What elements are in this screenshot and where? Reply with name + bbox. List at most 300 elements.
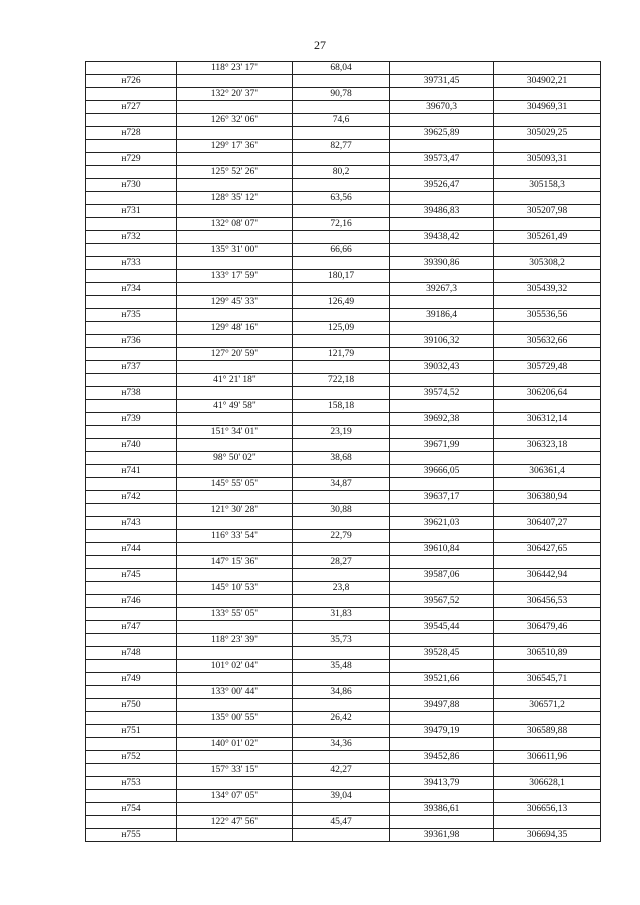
empty-cell — [293, 179, 390, 192]
point-row — [86, 569, 601, 582]
segment-row — [86, 270, 601, 283]
y-coordinate-cell: 305729,48 — [494, 361, 601, 374]
segment-row — [86, 296, 601, 309]
segment-row — [86, 660, 601, 673]
empty-cell — [293, 205, 390, 218]
empty-cell — [390, 62, 494, 75]
point-row — [86, 803, 601, 816]
direction-angle-cell: 129° 45' 33" — [177, 296, 293, 309]
empty-cell — [390, 374, 494, 387]
empty-cell — [177, 361, 293, 374]
empty-cell — [293, 595, 390, 608]
direction-angle-cell: 133° 00' 44" — [177, 686, 293, 699]
point-row — [86, 751, 601, 764]
x-coordinate-cell: 39032,43 — [390, 361, 494, 374]
empty-cell — [494, 270, 601, 283]
empty-cell — [390, 348, 494, 361]
empty-cell — [177, 465, 293, 478]
direction-angle-cell: 101° 02' 04" — [177, 660, 293, 673]
empty-cell — [177, 439, 293, 452]
point-row — [86, 647, 601, 660]
empty-cell — [494, 504, 601, 517]
y-coordinate-cell: 306656,13 — [494, 803, 601, 816]
point-row — [86, 673, 601, 686]
empty-cell — [293, 465, 390, 478]
empty-cell — [86, 556, 177, 569]
point-name-cell: н739 — [86, 413, 177, 426]
empty-cell — [390, 530, 494, 543]
empty-cell — [390, 114, 494, 127]
direction-angle-cell: 135° 00' 55" — [177, 712, 293, 725]
point-name-cell: н745 — [86, 569, 177, 582]
point-row — [86, 777, 601, 790]
empty-cell — [177, 517, 293, 530]
empty-cell — [293, 387, 390, 400]
empty-cell — [177, 387, 293, 400]
empty-cell — [390, 556, 494, 569]
x-coordinate-cell: 39610,84 — [390, 543, 494, 556]
segment-row — [86, 140, 601, 153]
empty-cell — [86, 634, 177, 647]
y-coordinate-cell: 306589,88 — [494, 725, 601, 738]
segment-row — [86, 192, 601, 205]
segment-row — [86, 218, 601, 231]
empty-cell — [293, 569, 390, 582]
direction-angle-cell: 127° 20' 59" — [177, 348, 293, 361]
segment-row — [86, 452, 601, 465]
x-coordinate-cell: 39479,19 — [390, 725, 494, 738]
empty-cell — [177, 543, 293, 556]
point-name-cell: н741 — [86, 465, 177, 478]
empty-cell — [390, 478, 494, 491]
empty-cell — [390, 686, 494, 699]
direction-angle-cell: 126° 32' 06" — [177, 114, 293, 127]
direction-angle-cell: 116° 33' 54" — [177, 530, 293, 543]
distance-cell: 126,49 — [293, 296, 390, 309]
direction-angle-cell: 147° 15' 36" — [177, 556, 293, 569]
direction-angle-cell: 121° 30' 28" — [177, 504, 293, 517]
distance-cell: 30,88 — [293, 504, 390, 517]
x-coordinate-cell: 39390,86 — [390, 257, 494, 270]
empty-cell — [177, 413, 293, 426]
y-coordinate-cell: 306323,18 — [494, 439, 601, 452]
empty-cell — [390, 88, 494, 101]
empty-cell — [177, 699, 293, 712]
direction-angle-cell: 145° 10' 53" — [177, 582, 293, 595]
x-coordinate-cell: 39621,03 — [390, 517, 494, 530]
empty-cell — [494, 400, 601, 413]
empty-cell — [86, 504, 177, 517]
empty-cell — [293, 127, 390, 140]
empty-cell — [293, 309, 390, 322]
empty-cell — [293, 361, 390, 374]
empty-cell — [86, 712, 177, 725]
direction-angle-cell: 122° 47' 56" — [177, 816, 293, 829]
distance-cell: 90,78 — [293, 88, 390, 101]
empty-cell — [494, 608, 601, 621]
empty-cell — [86, 348, 177, 361]
empty-cell — [293, 829, 390, 842]
point-row — [86, 283, 601, 296]
distance-cell: 72,16 — [293, 218, 390, 231]
point-row — [86, 595, 601, 608]
empty-cell — [390, 140, 494, 153]
empty-cell — [390, 634, 494, 647]
empty-cell — [86, 686, 177, 699]
distance-cell: 38,68 — [293, 452, 390, 465]
x-coordinate-cell: 39671,99 — [390, 439, 494, 452]
point-row — [86, 387, 601, 400]
x-coordinate-cell: 39413,79 — [390, 777, 494, 790]
point-row — [86, 465, 601, 478]
direction-angle-cell: 128° 35' 12" — [177, 192, 293, 205]
direction-angle-cell: 125° 52' 26" — [177, 166, 293, 179]
empty-cell — [86, 426, 177, 439]
empty-cell — [293, 517, 390, 530]
empty-cell — [293, 75, 390, 88]
x-coordinate-cell: 39526,47 — [390, 179, 494, 192]
empty-cell — [293, 803, 390, 816]
empty-cell — [177, 153, 293, 166]
direction-angle-cell: 145° 55' 05" — [177, 478, 293, 491]
empty-cell — [177, 127, 293, 140]
point-row — [86, 725, 601, 738]
empty-cell — [494, 530, 601, 543]
empty-cell — [494, 140, 601, 153]
y-coordinate-cell: 306361,4 — [494, 465, 601, 478]
empty-cell — [86, 244, 177, 257]
empty-cell — [293, 335, 390, 348]
empty-cell — [86, 114, 177, 127]
empty-cell — [86, 608, 177, 621]
empty-cell — [86, 192, 177, 205]
x-coordinate-cell: 39497,88 — [390, 699, 494, 712]
point-row — [86, 75, 601, 88]
x-coordinate-cell: 39186,4 — [390, 309, 494, 322]
y-coordinate-cell: 305158,3 — [494, 179, 601, 192]
empty-cell — [494, 634, 601, 647]
point-name-cell: н730 — [86, 179, 177, 192]
distance-cell: 23,8 — [293, 582, 390, 595]
distance-cell: 28,27 — [293, 556, 390, 569]
y-coordinate-cell: 306442,94 — [494, 569, 601, 582]
distance-cell: 66,66 — [293, 244, 390, 257]
point-name-cell: н750 — [86, 699, 177, 712]
point-row — [86, 309, 601, 322]
point-row — [86, 699, 601, 712]
empty-cell — [86, 62, 177, 75]
distance-cell: 23,19 — [293, 426, 390, 439]
empty-cell — [293, 153, 390, 166]
point-name-cell: н748 — [86, 647, 177, 660]
x-coordinate-cell: 39692,38 — [390, 413, 494, 426]
empty-cell — [494, 62, 601, 75]
empty-cell — [177, 751, 293, 764]
segment-row — [86, 712, 601, 725]
point-name-cell: н751 — [86, 725, 177, 738]
y-coordinate-cell: 306510,89 — [494, 647, 601, 660]
point-row — [86, 517, 601, 530]
distance-cell: 34,87 — [293, 478, 390, 491]
point-name-cell: н729 — [86, 153, 177, 166]
empty-cell — [390, 738, 494, 751]
empty-cell — [293, 777, 390, 790]
segment-row — [86, 790, 601, 803]
empty-cell — [86, 140, 177, 153]
empty-cell — [390, 270, 494, 283]
empty-cell — [177, 777, 293, 790]
empty-cell — [390, 504, 494, 517]
point-row — [86, 257, 601, 270]
y-coordinate-cell: 306628,1 — [494, 777, 601, 790]
x-coordinate-cell: 39528,45 — [390, 647, 494, 660]
point-name-cell: н727 — [86, 101, 177, 114]
point-name-cell: н744 — [86, 543, 177, 556]
coordinates-table-body — [86, 62, 601, 842]
y-coordinate-cell: 305536,56 — [494, 309, 601, 322]
empty-cell — [494, 296, 601, 309]
direction-angle-cell: 135° 31' 00" — [177, 244, 293, 257]
empty-cell — [86, 530, 177, 543]
segment-row — [86, 608, 601, 621]
empty-cell — [293, 647, 390, 660]
segment-row — [86, 166, 601, 179]
segment-row — [86, 530, 601, 543]
direction-angle-cell: 132° 08' 07" — [177, 218, 293, 231]
empty-cell — [177, 803, 293, 816]
empty-cell — [86, 166, 177, 179]
point-name-cell: н749 — [86, 673, 177, 686]
empty-cell — [390, 790, 494, 803]
y-coordinate-cell: 305439,32 — [494, 283, 601, 296]
empty-cell — [177, 595, 293, 608]
direction-angle-cell: 133° 55' 05" — [177, 608, 293, 621]
empty-cell — [293, 439, 390, 452]
page-number: 27 — [314, 38, 326, 52]
point-row — [86, 621, 601, 634]
distance-cell: 125,09 — [293, 322, 390, 335]
point-row — [86, 179, 601, 192]
empty-cell — [390, 816, 494, 829]
point-name-cell: н734 — [86, 283, 177, 296]
empty-cell — [390, 764, 494, 777]
empty-cell — [86, 582, 177, 595]
x-coordinate-cell: 39625,89 — [390, 127, 494, 140]
direction-angle-cell: 132° 20' 37" — [177, 88, 293, 101]
empty-cell — [390, 426, 494, 439]
empty-cell — [390, 296, 494, 309]
empty-cell — [177, 335, 293, 348]
distance-cell: 80,2 — [293, 166, 390, 179]
y-coordinate-cell: 306312,14 — [494, 413, 601, 426]
direction-angle-cell: 140° 01' 02" — [177, 738, 293, 751]
distance-cell: 35,48 — [293, 660, 390, 673]
empty-cell — [390, 322, 494, 335]
empty-cell — [494, 192, 601, 205]
point-row — [86, 543, 601, 556]
empty-cell — [494, 660, 601, 673]
direction-angle-cell: 41° 21' 18" — [177, 374, 293, 387]
y-coordinate-cell: 305093,31 — [494, 153, 601, 166]
empty-cell — [293, 491, 390, 504]
x-coordinate-cell: 39731,45 — [390, 75, 494, 88]
distance-cell: 722,18 — [293, 374, 390, 387]
empty-cell — [494, 764, 601, 777]
empty-cell — [177, 309, 293, 322]
empty-cell — [390, 166, 494, 179]
direction-angle-cell: 151° 34' 01" — [177, 426, 293, 439]
empty-cell — [86, 218, 177, 231]
distance-cell: 34,36 — [293, 738, 390, 751]
segment-row — [86, 582, 601, 595]
y-coordinate-cell: 305029,25 — [494, 127, 601, 140]
empty-cell — [293, 621, 390, 634]
empty-cell — [293, 751, 390, 764]
empty-cell — [293, 413, 390, 426]
segment-row — [86, 478, 601, 491]
x-coordinate-cell: 39267,3 — [390, 283, 494, 296]
y-coordinate-cell: 305261,49 — [494, 231, 601, 244]
point-name-cell: н733 — [86, 257, 177, 270]
empty-cell — [390, 400, 494, 413]
empty-cell — [86, 764, 177, 777]
empty-cell — [86, 88, 177, 101]
y-coordinate-cell: 304902,21 — [494, 75, 601, 88]
empty-cell — [293, 231, 390, 244]
distance-cell: 82,77 — [293, 140, 390, 153]
empty-cell — [494, 738, 601, 751]
point-name-cell: н753 — [86, 777, 177, 790]
empty-cell — [177, 179, 293, 192]
x-coordinate-cell: 39666,05 — [390, 465, 494, 478]
point-name-cell: н732 — [86, 231, 177, 244]
y-coordinate-cell: 304969,31 — [494, 101, 601, 114]
segment-row — [86, 400, 601, 413]
distance-cell: 68,04 — [293, 62, 390, 75]
empty-cell — [177, 75, 293, 88]
empty-cell — [86, 816, 177, 829]
segment-row — [86, 504, 601, 517]
empty-cell — [494, 218, 601, 231]
empty-cell — [293, 699, 390, 712]
segment-row — [86, 764, 601, 777]
point-name-cell: н754 — [86, 803, 177, 816]
distance-cell: 74,6 — [293, 114, 390, 127]
empty-cell — [177, 829, 293, 842]
y-coordinate-cell: 306380,94 — [494, 491, 601, 504]
x-coordinate-cell: 39521,66 — [390, 673, 494, 686]
point-name-cell: н726 — [86, 75, 177, 88]
y-coordinate-cell: 306407,27 — [494, 517, 601, 530]
segment-row — [86, 426, 601, 439]
point-row — [86, 413, 601, 426]
y-coordinate-cell: 305207,98 — [494, 205, 601, 218]
segment-row — [86, 374, 601, 387]
empty-cell — [293, 543, 390, 556]
empty-cell — [293, 725, 390, 738]
empty-cell — [177, 621, 293, 634]
distance-cell: 26,42 — [293, 712, 390, 725]
empty-cell — [494, 88, 601, 101]
empty-cell — [177, 101, 293, 114]
empty-cell — [86, 374, 177, 387]
x-coordinate-cell: 39587,06 — [390, 569, 494, 582]
empty-cell — [494, 816, 601, 829]
empty-cell — [390, 244, 494, 257]
x-coordinate-cell: 39452,86 — [390, 751, 494, 764]
empty-cell — [494, 114, 601, 127]
empty-cell — [390, 452, 494, 465]
point-row — [86, 205, 601, 218]
segment-row — [86, 348, 601, 361]
point-name-cell: н742 — [86, 491, 177, 504]
direction-angle-cell: 157° 33' 15" — [177, 764, 293, 777]
empty-cell — [390, 192, 494, 205]
empty-cell — [86, 296, 177, 309]
y-coordinate-cell: 306611,96 — [494, 751, 601, 764]
empty-cell — [86, 452, 177, 465]
point-name-cell: н735 — [86, 309, 177, 322]
distance-cell: 22,79 — [293, 530, 390, 543]
point-name-cell: н737 — [86, 361, 177, 374]
point-row — [86, 231, 601, 244]
empty-cell — [494, 790, 601, 803]
direction-angle-cell: 133° 17' 59" — [177, 270, 293, 283]
empty-cell — [86, 660, 177, 673]
point-name-cell: н743 — [86, 517, 177, 530]
direction-angle-cell: 129° 17' 36" — [177, 140, 293, 153]
y-coordinate-cell: 306694,35 — [494, 829, 601, 842]
empty-cell — [86, 400, 177, 413]
distance-cell: 63,56 — [293, 192, 390, 205]
y-coordinate-cell: 306571,2 — [494, 699, 601, 712]
empty-cell — [177, 569, 293, 582]
empty-cell — [177, 647, 293, 660]
x-coordinate-cell: 39438,42 — [390, 231, 494, 244]
point-name-cell: н746 — [86, 595, 177, 608]
segment-row — [86, 556, 601, 569]
x-coordinate-cell: 39545,44 — [390, 621, 494, 634]
direction-angle-cell: 41° 49' 58" — [177, 400, 293, 413]
point-row — [86, 491, 601, 504]
y-coordinate-cell: 306427,65 — [494, 543, 601, 556]
empty-cell — [494, 478, 601, 491]
empty-cell — [177, 257, 293, 270]
distance-cell: 158,18 — [293, 400, 390, 413]
y-coordinate-cell: 305308,2 — [494, 257, 601, 270]
point-name-cell: н728 — [86, 127, 177, 140]
distance-cell: 121,79 — [293, 348, 390, 361]
point-name-cell: н731 — [86, 205, 177, 218]
direction-angle-cell: 98° 50' 02" — [177, 452, 293, 465]
point-row — [86, 127, 601, 140]
distance-cell: 45,47 — [293, 816, 390, 829]
empty-cell — [494, 712, 601, 725]
point-row — [86, 335, 601, 348]
direction-angle-cell: 134° 07' 05" — [177, 790, 293, 803]
empty-cell — [390, 582, 494, 595]
point-row — [86, 361, 601, 374]
distance-cell: 180,17 — [293, 270, 390, 283]
y-coordinate-cell: 306206,64 — [494, 387, 601, 400]
x-coordinate-cell: 39637,17 — [390, 491, 494, 504]
empty-cell — [494, 374, 601, 387]
empty-cell — [177, 725, 293, 738]
segment-row — [86, 686, 601, 699]
empty-cell — [494, 244, 601, 257]
y-coordinate-cell: 305632,66 — [494, 335, 601, 348]
x-coordinate-cell: 39573,47 — [390, 153, 494, 166]
